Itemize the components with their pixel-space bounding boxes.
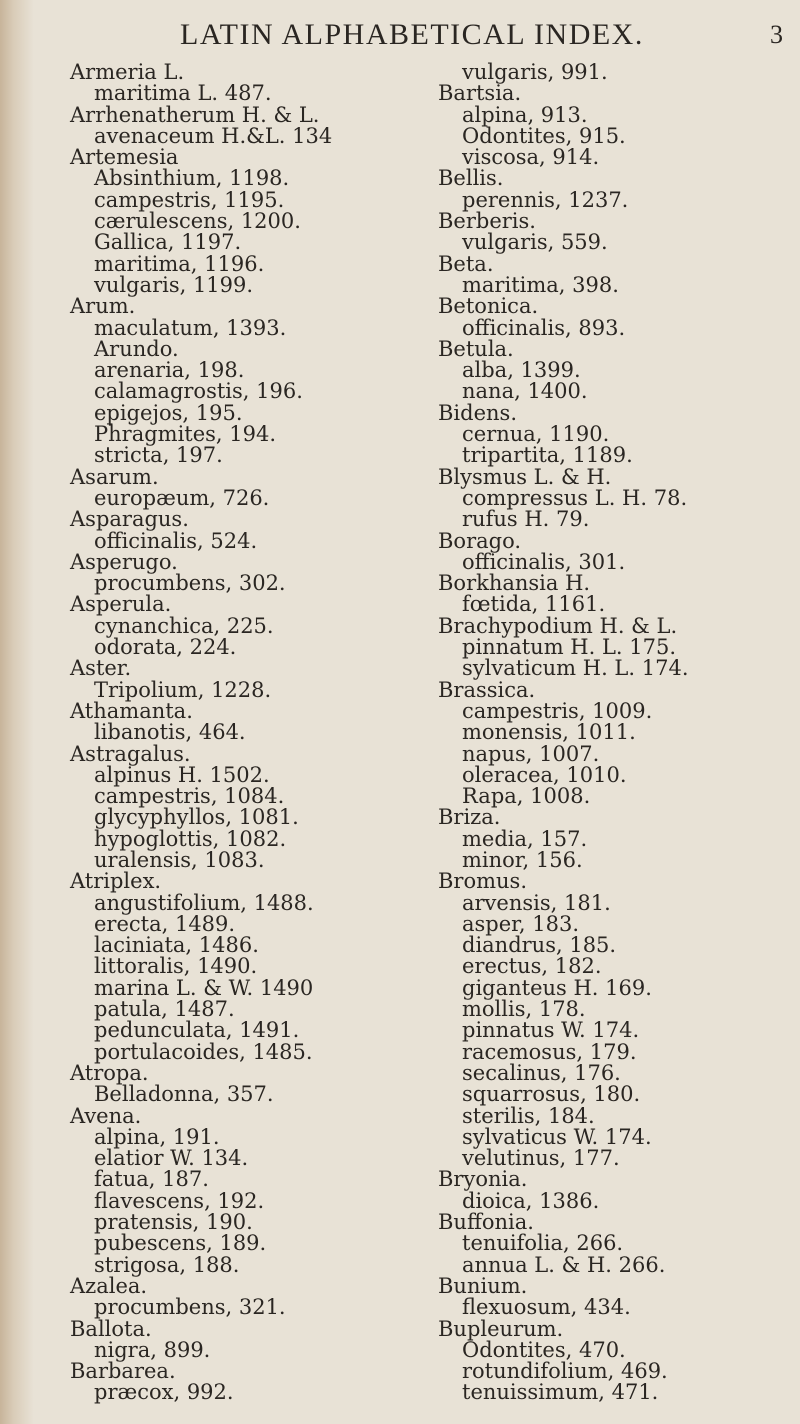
- index-species-entry: monensis, 1011.: [462, 720, 636, 745]
- index-species-entry: perennis, 1237.: [462, 187, 629, 212]
- index-species-entry: stricta, 197.: [94, 443, 223, 468]
- index-genus-entry: Bunium.: [438, 1273, 528, 1298]
- index-species-entry: arenaria, 198.: [94, 358, 245, 383]
- index-species-entry: hypoglottis, 1082.: [94, 826, 287, 851]
- index-species-entry: patula, 1487.: [94, 997, 235, 1022]
- index-column-right: [438, 62, 796, 1404]
- index-species-entry: sterilis, 184.: [462, 1103, 595, 1128]
- page-title: LATIN ALPHABETICAL INDEX.: [180, 18, 644, 51]
- index-species-entry: secalinus, 176.: [462, 1060, 621, 1085]
- index-species-entry: odorata, 224.: [94, 635, 237, 660]
- index-species-entry: Absinthium, 1198.: [94, 166, 290, 191]
- index-species-entry: maritima L. 487.: [94, 81, 272, 106]
- index-genus-entry: Atropa.: [70, 1060, 149, 1085]
- index-genus-entry: Berberis.: [438, 209, 536, 234]
- index-species-entry: avenaceum H.&L. 134: [94, 123, 333, 148]
- index-species-entry: Belladonna, 357.: [94, 1082, 274, 1107]
- page-number: 3: [770, 20, 783, 49]
- index-species-entry: calamagrostis, 196.: [94, 379, 303, 404]
- index-species-entry: nana, 1400.: [462, 379, 588, 404]
- index-genus-entry: Borago.: [438, 528, 522, 553]
- index-genus-entry: Asperugo.: [70, 549, 178, 574]
- index-genus-entry: Bryonia.: [438, 1167, 528, 1192]
- index-species-entry: portulacoides, 1485.: [94, 1039, 313, 1064]
- index-genus-entry: Bellis.: [438, 166, 504, 191]
- index-species-entry: mollis, 178.: [462, 997, 586, 1022]
- index-genus-entry: Bartsia.: [438, 81, 522, 106]
- index-species-entry: compressus L. H. 78.: [462, 485, 688, 510]
- index-genus-entry: Betula.: [438, 336, 514, 361]
- index-species-entry: racemosus, 179.: [462, 1039, 637, 1064]
- index-species-entry: campestris, 1084.: [94, 784, 285, 809]
- index-genus-entry: Borkhansia H.: [438, 571, 591, 596]
- index-species-entry: glycyphyllos, 1081.: [94, 805, 299, 830]
- index-genus-entry: Bidens.: [438, 400, 517, 425]
- index-species-entry: Odontites, 915.: [462, 123, 626, 148]
- index-genus-entry: Buffonia.: [438, 1210, 534, 1235]
- index-species-entry: rufus H. 79.: [462, 507, 590, 532]
- index-genus-entry: Armeria L.: [70, 60, 185, 84]
- index-species-entry: maculatum, 1393.: [94, 315, 287, 340]
- index-species-entry: Tripolium, 1228.: [94, 677, 272, 702]
- index-species-entry: dioica, 1386.: [462, 1188, 600, 1213]
- index-species-entry: Phragmites, 194.: [94, 422, 277, 447]
- index-species-entry: vulgaris, 559.: [462, 230, 608, 255]
- index-genus-entry: Brachypodium H. & L.: [438, 613, 678, 638]
- index-species-entry: giganteus H. 169.: [462, 975, 652, 1000]
- index-species-entry: alpina, 913.: [462, 102, 588, 127]
- index-species-entry: oleracea, 1010.: [462, 762, 627, 787]
- index-species-entry: fatua, 187.: [94, 1167, 209, 1192]
- index-species-entry: alpina, 191.: [94, 1124, 220, 1149]
- index-genus-entry: Azalea.: [70, 1273, 148, 1298]
- index-species-entry: pinnatum H. L. 175.: [462, 635, 676, 660]
- index-species-entry: erecta, 1489.: [94, 911, 236, 936]
- index-genus-entry: Ballota.: [70, 1316, 152, 1341]
- index-species-entry: vulgaris, 991.: [462, 60, 608, 84]
- index-species-entry: pratensis, 190.: [94, 1210, 253, 1235]
- index-species-entry: campestris, 1195.: [94, 187, 285, 212]
- index-species-entry: annua L. & H. 266.: [462, 1252, 666, 1277]
- index-species-entry: Odontites, 470.: [462, 1337, 626, 1362]
- index-species-entry: littoralis, 1490.: [94, 954, 258, 979]
- index-species-entry: maritima, 1196.: [94, 251, 265, 276]
- index-genus-entry: Betonica.: [438, 294, 539, 319]
- index-genus-entry: Atriplex.: [70, 869, 162, 894]
- index-species-entry: minor, 156.: [462, 847, 583, 872]
- index-species-entry: Gallica, 1197.: [94, 230, 242, 255]
- index-species-entry: maritima, 398.: [462, 272, 619, 297]
- index-species-entry: angustifolium, 1488.: [94, 890, 314, 915]
- index-species-entry: nigra, 899.: [94, 1337, 211, 1362]
- index-species-entry: Rapa, 1008.: [462, 784, 591, 809]
- index-species-entry: libanotis, 464.: [94, 720, 246, 745]
- index-species-entry: flavescens, 192.: [94, 1188, 265, 1213]
- index-species-entry: erectus, 182.: [462, 954, 602, 979]
- index-genus-entry: Beta.: [438, 251, 494, 276]
- index-species-entry: europæum, 726.: [94, 485, 270, 510]
- index-genus-entry: Astragalus.: [70, 741, 191, 766]
- index-genus-entry: Asparagus.: [70, 507, 189, 532]
- index-genus-entry: Artemesia: [70, 145, 179, 170]
- index-species-entry: cærulescens, 1200.: [94, 209, 301, 234]
- index-genus-entry: Bromus.: [438, 869, 528, 894]
- index-genus-entry: Asperula.: [70, 592, 172, 617]
- index-genus-entry: Brassica.: [438, 677, 536, 702]
- index-species-entry: squarrosus, 180.: [462, 1082, 641, 1107]
- index-genus-entry: Blysmus L. & H.: [438, 464, 612, 489]
- index-species-entry: media, 157.: [462, 826, 588, 851]
- index-species-entry: flexuosum, 434.: [462, 1295, 631, 1320]
- index-species-entry: napus, 1007.: [462, 741, 600, 766]
- index-species-entry: viscosa, 914.: [462, 145, 600, 170]
- index-species-entry: uralensis, 1083.: [94, 847, 265, 872]
- index-species-entry: pubescens, 189.: [94, 1231, 267, 1256]
- index-species-entry: velutinus, 177.: [462, 1146, 620, 1171]
- index-species-entry: pinnatus W. 174.: [462, 1018, 640, 1043]
- index-species-entry: sylvaticus W. 174.: [462, 1124, 652, 1149]
- index-species-entry: fœtida, 1161.: [462, 592, 606, 617]
- index-species-entry: tenuissimum, 471.: [462, 1380, 659, 1405]
- index-genus-entry: Briza.: [438, 805, 501, 830]
- index-species-entry: rotundifolium, 469.: [462, 1359, 668, 1384]
- index-species-entry: officinalis, 524.: [94, 528, 258, 553]
- index-species-entry: alba, 1399.: [462, 358, 581, 383]
- index-species-entry: Arundo.: [94, 336, 179, 361]
- index-species-entry: cernua, 1190.: [462, 422, 610, 447]
- index-species-entry: tenuifolia, 266.: [462, 1231, 624, 1256]
- page-edge: [0, 0, 34, 1424]
- index-species-entry: epigejos, 195.: [94, 400, 243, 425]
- index-species-entry: strigosa, 188.: [94, 1252, 240, 1277]
- index-species-entry: procumbens, 321.: [94, 1295, 286, 1320]
- index-species-entry: cynanchica, 225.: [94, 613, 274, 638]
- index-species-entry: alpinus H. 1502.: [94, 762, 270, 787]
- index-species-entry: officinalis, 301.: [462, 549, 626, 574]
- index-genus-entry: Athamanta.: [70, 698, 193, 723]
- index-species-entry: vulgaris, 1199.: [94, 272, 254, 297]
- index-species-entry: arvensis, 181.: [462, 890, 611, 915]
- index-species-entry: tripartita, 1189.: [462, 443, 633, 468]
- index-species-entry: laciniata, 1486.: [94, 933, 259, 958]
- index-species-entry: elatior W. 134.: [94, 1146, 249, 1171]
- index-genus-entry: Aster.: [70, 656, 132, 681]
- index-genus-entry: Avena.: [70, 1103, 142, 1128]
- index-species-entry: officinalis, 893.: [462, 315, 626, 340]
- index-genus-entry: Bupleurum.: [438, 1316, 564, 1341]
- index-species-entry: procumbens, 302.: [94, 571, 286, 596]
- index-species-entry: campestris, 1009.: [462, 698, 653, 723]
- index-genus-entry: Asarum.: [70, 464, 159, 489]
- index-genus-entry: Arum.: [70, 294, 136, 319]
- index-species-entry: diandrus, 185.: [462, 933, 617, 958]
- index-genus-entry: Barbarea.: [70, 1359, 176, 1384]
- index-species-entry: pedunculata, 1491.: [94, 1018, 300, 1043]
- index-species-entry: sylvaticum H. L. 174.: [462, 656, 689, 681]
- index-species-entry: asper, 183.: [462, 911, 580, 936]
- index-genus-entry: Arrhenatherum H. & L.: [70, 102, 320, 127]
- index-column-left: [70, 62, 400, 1404]
- index-species-entry: præcox, 992.: [94, 1380, 234, 1405]
- index-species-entry: marina L. & W. 1490: [94, 975, 314, 1000]
